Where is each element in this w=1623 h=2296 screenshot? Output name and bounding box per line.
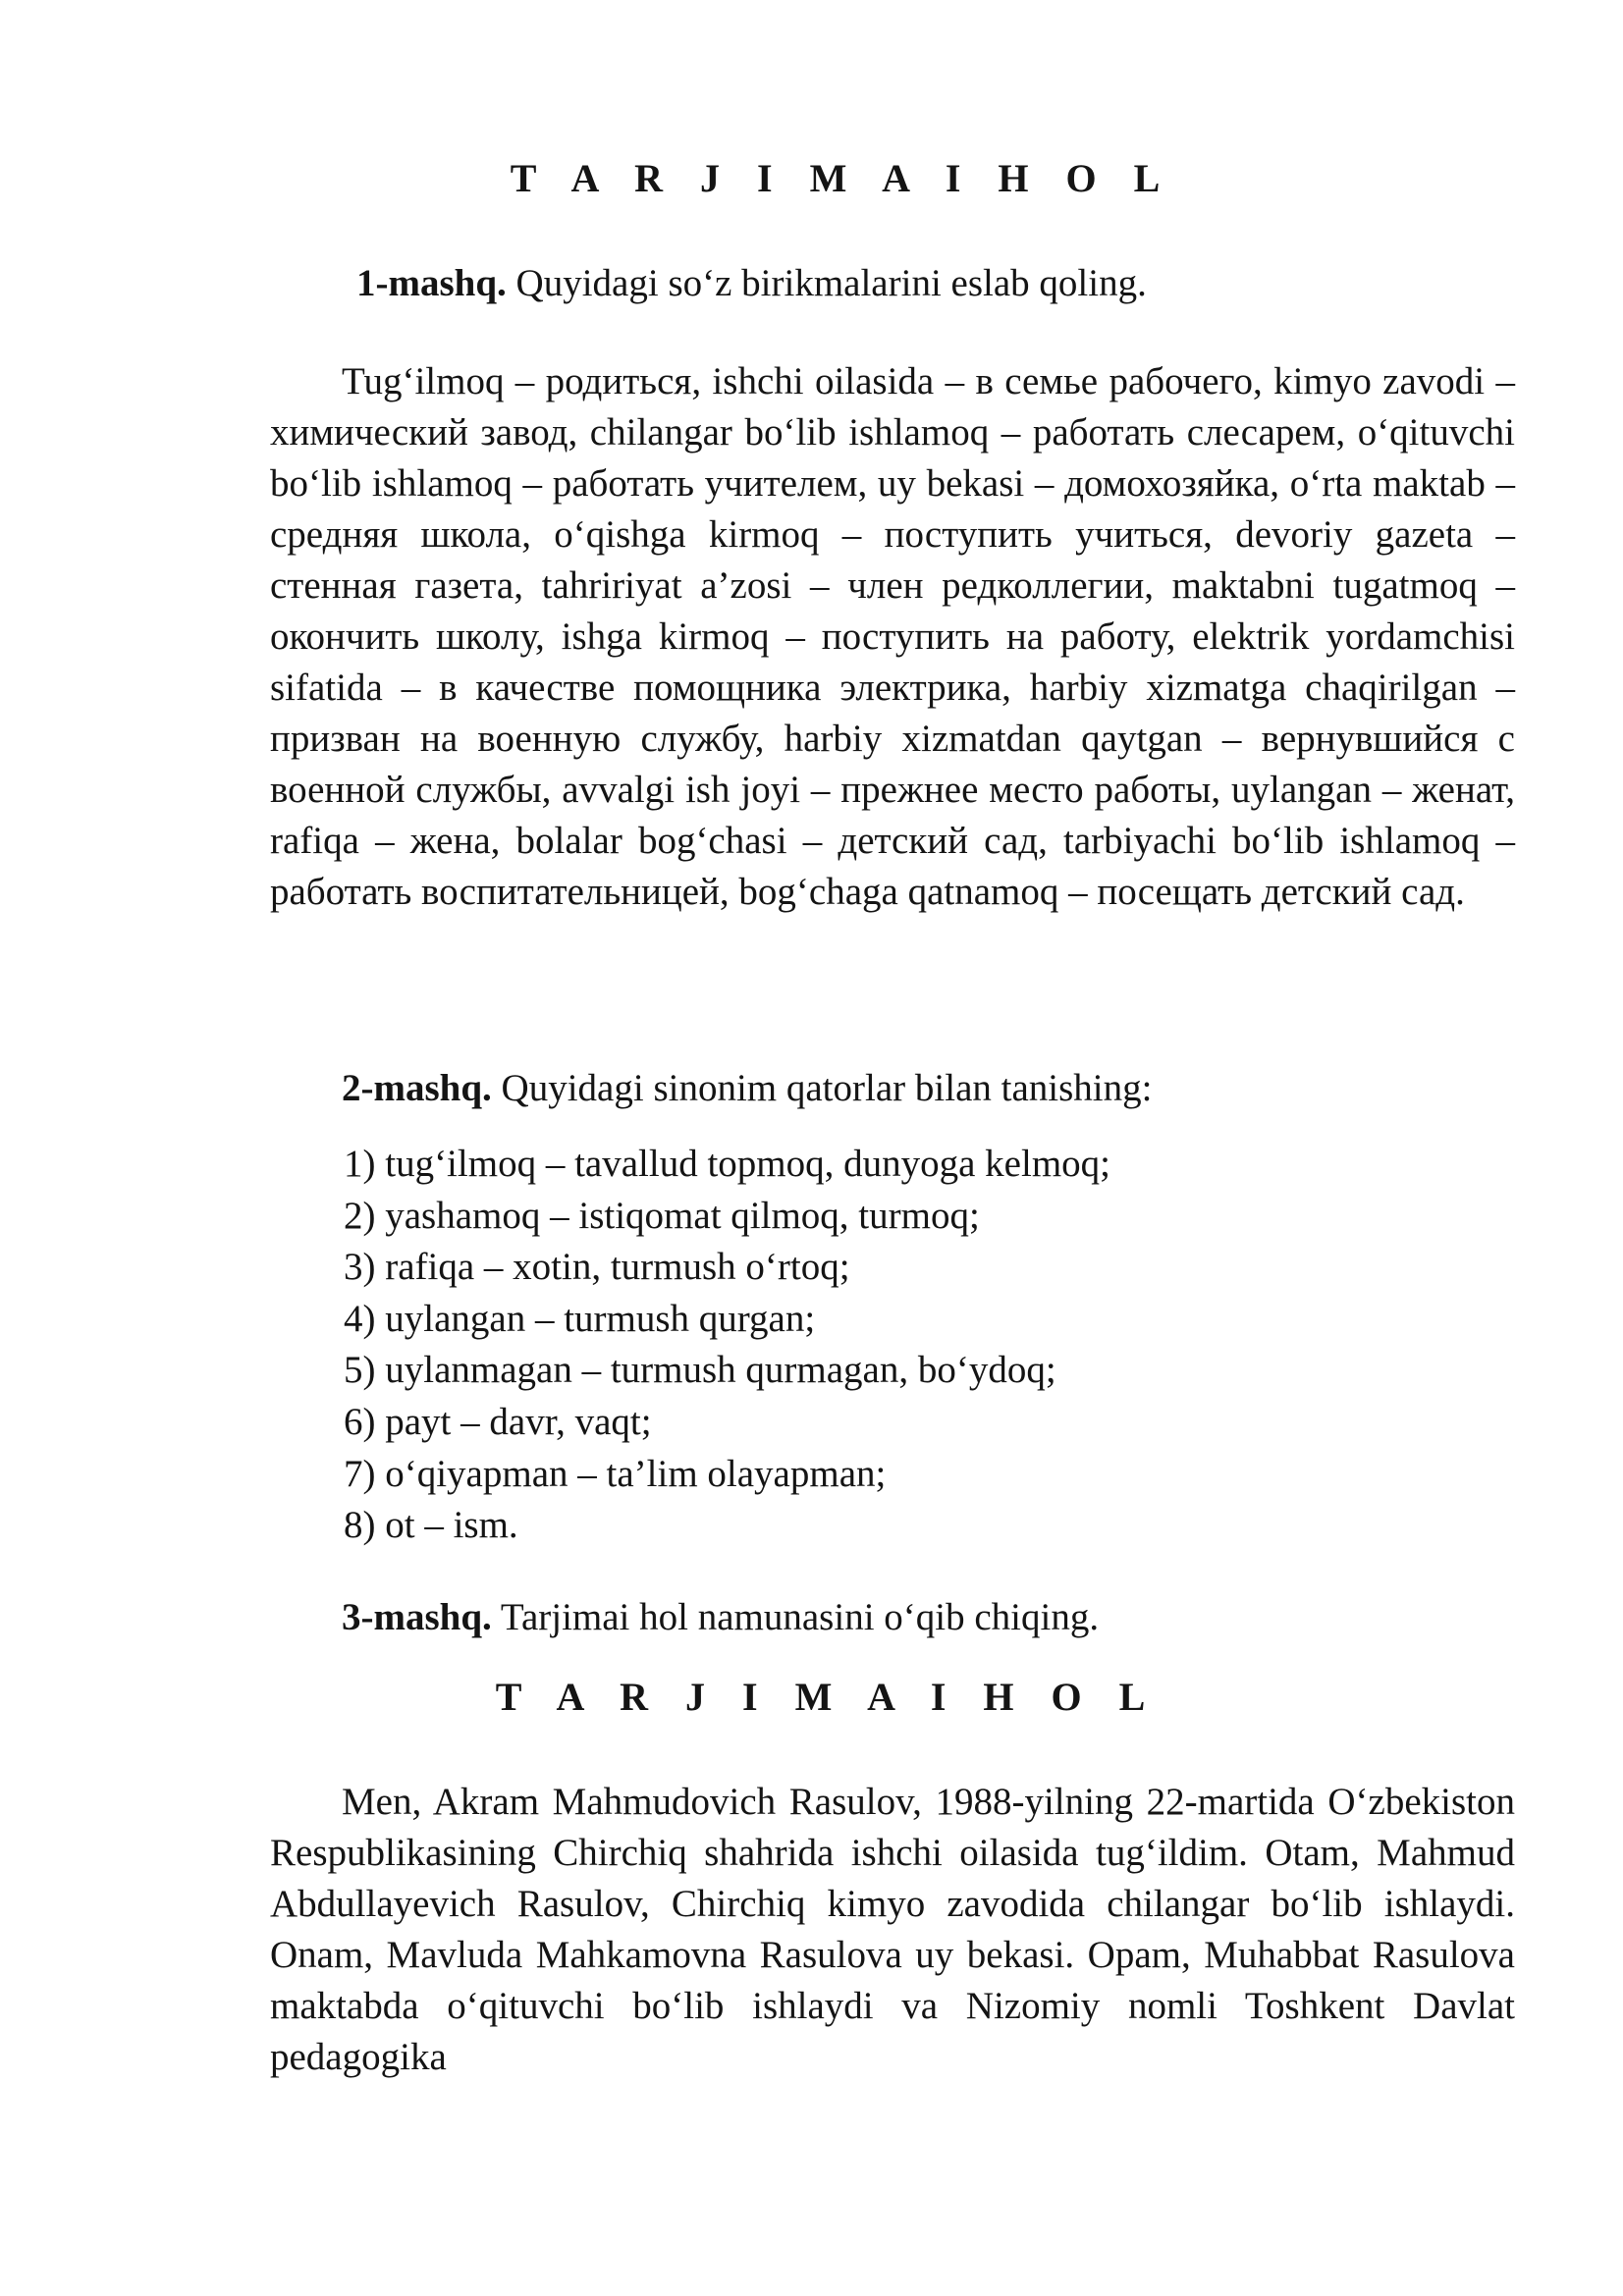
exercise-1-heading — [356, 258, 1535, 309]
list-item: 4) uylangan – turmush qurgan; — [344, 1297, 816, 1340]
page-title: T A R J I M A I H O L — [510, 156, 1174, 200]
exercise-1-label: 1-mashq. — [356, 262, 507, 304]
sample-paragraph: Men, Akram Mahmudovich Rasulov, 1988-yilning 22-martida O‘zbekiston Respublikasining Chirchiq shahrida ishchi oilasida tug‘ildim. Otam, Mahmud Abdullayevich Rasulov, Chirchiq kimyo zavodida chilangar bo‘lib ishlaydi. Onam, Mavluda Mahkamovna Rasulova uy bekasi. Opam, Muhabbat Rasulova maktabda o‘qituvchi bo‘lib ishlaydi va Nizomiy nomli Toshkent Davlat pedagogika — [270, 1781, 1515, 2078]
list-item: 5) uylanmagan – turmush qurmagan, bo‘ydoq; — [344, 1349, 1056, 1392]
exercise-3-instruction: Tarjimai hol namunasini o‘qib chiqing. — [491, 1596, 1100, 1638]
list-item: 6) payt – davr, vaqt; — [344, 1400, 652, 1443]
synonym-list — [344, 1139, 1110, 1552]
exercise-1-instruction: Quyidagi so‘z birikmalarini eslab qoling. — [506, 262, 1147, 304]
list-item: 7) o‘qiyapman – ta’lim olayapman; — [344, 1452, 887, 1495]
sample-title: T A R J I M A I H O L — [495, 1675, 1160, 1719]
exercise-2-instruction: Quyidagi sinonim qatorlar bilan tanishing: — [491, 1067, 1153, 1109]
list-item: 2) yashamoq – istiqomat qilmoq, turmoq; — [344, 1194, 980, 1237]
list-item: 1) tug‘ilmoq – tavallud topmoq, dunyoga kelmoq; — [344, 1143, 1110, 1185]
list-item: 3) rafiqa – xotin, turmush o‘rtoq; — [344, 1246, 850, 1289]
exercise-3-heading — [342, 1592, 1520, 1643]
exercise-3-label: 3-mashq. — [342, 1596, 492, 1638]
exercise-2-label: 2-mashq. — [342, 1067, 492, 1109]
list-item: 8) ot – ism. — [344, 1504, 518, 1547]
exercise-2-heading — [342, 1063, 1520, 1114]
vocabulary-paragraph: Tug‘ilmoq – родиться, ishchi oilasida – в семье рабочего, kimyo zavodi – химический завод, chilangar bo‘lib ishlamoq – работать слесарем, o‘qituvchi bo‘lib ishlamoq – работать учителем, uy bekasi – домохозяйка, o‘rta maktab – средняя школа, o‘qishga kirmoq – поступить учиться, devoriy gazeta – стенная газета, tahririyat a’zosi – член редколлегии, maktabni tugatmoq – окончить школу, ishga kirmoq – поступить на работу, elektrik yordamchisi sifatida – в качестве помощника электрика, harbiy xizmatga chaqirilgan – призван на военную службу, harbiy xizmatdan qaytgan – вернувшийся с военной службы, avvalgi ish joyi – прежнее место работы, uylangan – женат, rafiqa – жена, bolalar bog‘chasi – детский сад, tarbiyachi bo‘lib ishlamoq – работать воспитательницей, bog‘chaga qatnamoq – посещать детский сад. — [270, 360, 1515, 913]
